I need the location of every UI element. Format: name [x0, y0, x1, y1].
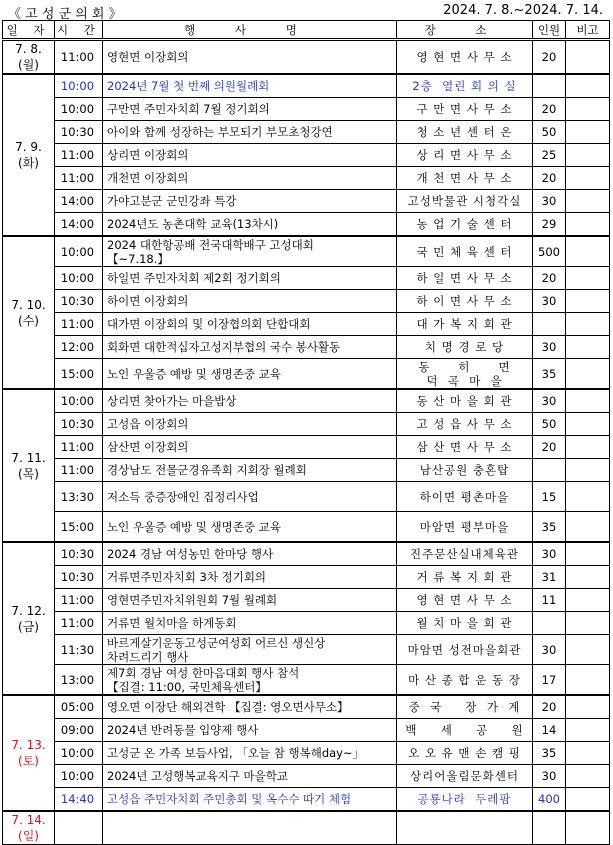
- place-cell: [397, 40, 533, 75]
- time-cell: 09:00: [55, 719, 103, 742]
- time-cell: 10:30: [55, 566, 103, 589]
- count-cell: 30: [533, 190, 566, 213]
- count-cell: 20: [533, 695, 566, 719]
- event-name: 고성읍 이장회의: [107, 417, 189, 431]
- page-title: 《 고 성 군 의 회 》: [8, 7, 122, 22]
- event-name-cell: [103, 742, 397, 765]
- time-cell: 11:00: [55, 589, 103, 612]
- time-cell: 13:00: [55, 665, 103, 696]
- table-row: [3, 167, 610, 190]
- place-cell: [397, 389, 533, 413]
- event-name-cell: [103, 167, 397, 190]
- count-cell: 50: [533, 413, 566, 436]
- table-row: [3, 336, 610, 359]
- weekday-label: (수): [18, 313, 39, 328]
- event-name-cell: [103, 566, 397, 589]
- table-row: [3, 695, 610, 719]
- event-name: 2024 대한항공배 전국대학배구 고성대회: [107, 237, 314, 252]
- place-name: 하 이 면 사 무 소: [416, 294, 513, 308]
- place-name: 구 만 면 사 무 소: [416, 102, 513, 116]
- count-cell: 20: [533, 167, 566, 190]
- place-name: 공룡나라 두레팜: [417, 792, 512, 806]
- place-name: 오 오 유 맨 손 캠 핑: [408, 746, 521, 760]
- date-cell: [3, 236, 55, 389]
- note-cell: [566, 719, 610, 742]
- place-name: 진주문산실내체육관: [410, 547, 519, 561]
- event-name: 상리면 찾아가는 마을밥상: [107, 394, 237, 408]
- event-name: 바르게살기운동고성군여성회 어르신 생신상: [107, 635, 326, 650]
- event-name-line2: 【집결: 11:00, 국민체육센터】: [107, 679, 267, 694]
- place-name: 고 성 읍 사 무 소: [416, 417, 513, 431]
- count-cell: [533, 74, 566, 98]
- time-cell: 10:00: [55, 236, 103, 267]
- place-cell: [397, 313, 533, 336]
- table-row: [3, 512, 610, 543]
- time-cell: 10:30: [55, 290, 103, 313]
- table-row: [3, 589, 610, 612]
- place-name: 국 민 체 육 센 터: [416, 244, 513, 259]
- col-time: 시 간: [55, 21, 103, 40]
- event-name-cell: [103, 459, 397, 482]
- count-cell: 11: [533, 589, 566, 612]
- table-row: [3, 40, 610, 75]
- count-cell: 35: [533, 742, 566, 765]
- table-row: [3, 213, 610, 237]
- event-name: 삼산면 이장회의: [107, 440, 189, 454]
- count-cell: [533, 811, 566, 845]
- note-cell: [566, 389, 610, 413]
- count-cell: 20: [533, 436, 566, 459]
- time-cell: 11:00: [55, 40, 103, 75]
- page-header: [0, 0, 613, 20]
- place-name: 영 현 면 사 무 소: [416, 593, 513, 607]
- table-row: [3, 313, 610, 336]
- place-cell: [397, 512, 533, 543]
- table-row: [3, 635, 610, 665]
- event-name: 대가면 이장회의 및 이장협의회 단합대회: [107, 317, 311, 331]
- note-cell: [566, 459, 610, 482]
- time-cell: 11:30: [55, 635, 103, 665]
- place-cell: [397, 788, 533, 812]
- event-name-cell: [103, 267, 397, 290]
- col-date: 일 자: [3, 21, 55, 40]
- event-name-cell: [103, 213, 397, 237]
- count-cell: 30: [533, 765, 566, 788]
- event-name-cell: [103, 542, 397, 566]
- note-cell: [566, 665, 610, 696]
- place-name: 하이면 평촌마을: [419, 489, 510, 504]
- note-cell: [566, 121, 610, 144]
- note-cell: [566, 98, 610, 121]
- note-cell: [566, 589, 610, 612]
- event-name: 영오면 이장단 해외견학 【집결: 영오면사무소】: [107, 700, 349, 714]
- time-cell: 11:00: [55, 144, 103, 167]
- place-cell: [397, 665, 533, 696]
- place-name: 상리어울림문화센터: [410, 769, 519, 783]
- time-cell: 10:00: [55, 765, 103, 788]
- date-label: 7. 14.: [11, 813, 46, 827]
- time-cell: 10:00: [55, 742, 103, 765]
- date-label: 7. 10.: [11, 297, 46, 312]
- event-name: 상리면 이장회의: [107, 148, 189, 162]
- note-cell: [566, 359, 610, 390]
- note-cell: [566, 190, 610, 213]
- note-cell: [566, 811, 610, 845]
- event-name: 2024 경남 여성농민 한마당 행사: [107, 547, 274, 561]
- place-cell: [397, 765, 533, 788]
- note-cell: [566, 765, 610, 788]
- date-cell: [3, 811, 55, 845]
- event-name-cell: [103, 765, 397, 788]
- time-cell: 14:40: [55, 788, 103, 812]
- count-cell: 25: [533, 144, 566, 167]
- event-name-cell: [103, 612, 397, 635]
- time-cell: 10:00: [55, 74, 103, 98]
- time-cell: [55, 811, 103, 845]
- count-cell: 50: [533, 121, 566, 144]
- event-name: 2024년 반려동물 입양제 행사: [107, 723, 259, 737]
- time-cell: 10:30: [55, 121, 103, 144]
- place-cell: [397, 213, 533, 237]
- date-label: 7. 9.: [15, 140, 42, 154]
- place-cell: [397, 635, 533, 665]
- table-row: [3, 389, 610, 413]
- event-name-cell: [103, 589, 397, 612]
- time-cell: 10:30: [55, 542, 103, 566]
- place-name: 마암면 평부마을: [419, 519, 510, 534]
- event-name-cell: [103, 121, 397, 144]
- count-cell: 30: [533, 290, 566, 313]
- note-cell: [566, 167, 610, 190]
- place-name: 동 히 면: [418, 359, 511, 374]
- place-name: 삼 산 면 사 무 소: [416, 440, 513, 454]
- place-cell: [397, 236, 533, 267]
- table-row: [3, 742, 610, 765]
- place-name: 남산공원 충혼탑: [419, 463, 510, 477]
- note-cell: [566, 695, 610, 719]
- note-cell: [566, 436, 610, 459]
- note-cell: [566, 40, 610, 75]
- place-name: 백 세 공 원: [405, 723, 524, 737]
- place-name: 농 업 기 술 센 터: [416, 217, 513, 231]
- table-row: [3, 811, 610, 845]
- place-name: 2층 열린 회 의 실: [412, 79, 517, 93]
- date-cell: [3, 40, 55, 75]
- table-row: [3, 566, 610, 589]
- count-cell: 30: [533, 336, 566, 359]
- table-row: [3, 765, 610, 788]
- col-count: 인원: [533, 21, 566, 40]
- note-cell: [566, 512, 610, 543]
- table-row: [3, 190, 610, 213]
- time-cell: 10:00: [55, 389, 103, 413]
- place-cell: [397, 695, 533, 719]
- note-cell: [566, 788, 610, 812]
- time-cell: 11:00: [55, 167, 103, 190]
- event-name: 거류면주민자치회 3차 정기회의: [107, 570, 267, 584]
- table-row: [3, 612, 610, 635]
- time-cell: 05:00: [55, 695, 103, 719]
- count-cell: 35: [533, 512, 566, 543]
- weekday-label: (일): [18, 829, 39, 843]
- event-name: 경상남도 전몰군경유족회 지회장 월례회: [107, 463, 307, 477]
- event-name: 하이면 이장회의: [107, 294, 189, 308]
- place-cell: [397, 542, 533, 566]
- date-cell: [3, 542, 55, 695]
- note-cell: [566, 236, 610, 267]
- weekday-label: (목): [18, 466, 39, 481]
- time-cell: 10:00: [55, 98, 103, 121]
- event-name-cell: [103, 40, 397, 75]
- count-cell: 400: [533, 788, 566, 812]
- table-row: [3, 665, 610, 696]
- schedule-table: [2, 20, 610, 845]
- date-label: 7. 13.: [11, 738, 46, 752]
- event-name-cell: [103, 236, 397, 267]
- event-name-cell: [103, 74, 397, 98]
- table-row: [3, 719, 610, 742]
- event-name: 고성군 온 가족 보듬사업, 「오늘 참 행복해day~」: [107, 746, 365, 760]
- place-cell: [397, 413, 533, 436]
- event-name: 영현면 이장회의: [107, 50, 189, 64]
- event-name-cell: [103, 389, 397, 413]
- table-row: [3, 413, 610, 436]
- date-label: 7. 12.: [11, 603, 46, 618]
- weekday-label: (금): [18, 619, 39, 634]
- event-name: 영현면주민자치위원회 7월 월례회: [107, 593, 278, 607]
- place-name: 중 국 장 가 계: [408, 700, 521, 714]
- event-name-cell: [103, 811, 397, 845]
- table-row: [3, 436, 610, 459]
- table-row: [3, 542, 610, 566]
- place-cell: [397, 566, 533, 589]
- count-cell: [533, 313, 566, 336]
- count-cell: 31: [533, 566, 566, 589]
- date-range: 2024. 7. 8.~2024. 7. 14.: [443, 3, 603, 18]
- event-name-cell: [103, 144, 397, 167]
- place-cell: [397, 612, 533, 635]
- count-cell: 20: [533, 40, 566, 75]
- event-name: 2024년도 농촌대학 교육(13차시): [107, 217, 279, 231]
- note-cell: [566, 566, 610, 589]
- event-name: 노인 우울증 예방 및 생명존중 교육: [107, 366, 281, 381]
- place-cell: [397, 459, 533, 482]
- event-name-cell: [103, 482, 397, 512]
- place-cell: [397, 436, 533, 459]
- place-cell: [397, 589, 533, 612]
- place-name: 고성박물관 시청각실: [407, 194, 522, 208]
- event-name-cell: [103, 313, 397, 336]
- place-cell: [397, 811, 533, 845]
- time-cell: 11:00: [55, 612, 103, 635]
- note-cell: [566, 612, 610, 635]
- weekday-label: (월): [18, 58, 39, 72]
- count-cell: 30: [533, 635, 566, 665]
- event-name: 아이와 함께 성장하는 부모되기 부모초청강연: [107, 125, 333, 139]
- count-cell: 29: [533, 213, 566, 237]
- event-name: 고성읍 주민자치회 주민총회 및 옥수수 따기 체험: [107, 792, 352, 806]
- place-name: 청 소 년 센 터 온: [416, 125, 513, 139]
- event-name-cell: [103, 635, 397, 665]
- date-cell: [3, 695, 55, 811]
- event-name-cell: [103, 695, 397, 719]
- col-event: 행 사 명: [103, 21, 397, 40]
- place-name: 월 치 마 을 회 관: [416, 616, 513, 630]
- time-cell: 14:00: [55, 213, 103, 237]
- note-cell: [566, 413, 610, 436]
- event-name: 회화면 대한적십자고성지부협의 국수 봉사활동: [107, 340, 341, 354]
- note-cell: [566, 336, 610, 359]
- note-cell: [566, 213, 610, 237]
- table-header-row: [3, 21, 610, 40]
- time-cell: 15:00: [55, 512, 103, 543]
- table-row: [3, 98, 610, 121]
- event-name-cell: [103, 413, 397, 436]
- table-row: [3, 459, 610, 482]
- event-name: 제7회 경남 여성 한마음대회 행사 참석: [107, 665, 300, 680]
- event-name: 하일면 주민자치회 제2회 정기회의: [107, 271, 281, 285]
- place-name: 영 현 면 사 무 소: [416, 50, 513, 64]
- place-cell: [397, 144, 533, 167]
- event-name-cell: [103, 512, 397, 543]
- table-row: [3, 74, 610, 98]
- place-cell: [397, 482, 533, 512]
- count-cell: 20: [533, 98, 566, 121]
- time-cell: 10:00: [55, 267, 103, 290]
- place-cell: [397, 74, 533, 98]
- note-cell: [566, 635, 610, 665]
- table-row: [3, 359, 610, 390]
- note-cell: [566, 482, 610, 512]
- count-cell: 500: [533, 236, 566, 267]
- event-name-line2: 차려드리기 행사: [107, 649, 189, 664]
- place-name: 동 산 마 을 회 관: [416, 394, 513, 408]
- event-name-cell: [103, 98, 397, 121]
- weekday-label: (화): [18, 156, 39, 170]
- date-label: 7. 8.: [15, 42, 42, 56]
- event-name: 2024년 7월 첫 번째 의원월례회: [107, 79, 270, 93]
- time-cell: 10:30: [55, 413, 103, 436]
- count-cell: 35: [533, 359, 566, 390]
- event-name: 2024년 고성행복교육지구 마을학교: [107, 769, 288, 783]
- event-name-cell: [103, 359, 397, 390]
- note-cell: [566, 290, 610, 313]
- place-name: 거 류 복 지 회 관: [416, 570, 513, 584]
- date-label: 7. 11.: [11, 450, 46, 465]
- place-name: 개 천 면 사 무 소: [416, 171, 513, 185]
- place-cell: [397, 167, 533, 190]
- note-cell: [566, 542, 610, 566]
- place-name: 상 리 면 사 무 소: [416, 148, 513, 162]
- count-cell: 30: [533, 542, 566, 566]
- time-cell: 15:00: [55, 359, 103, 390]
- note-cell: [566, 144, 610, 167]
- event-name: 거류면 월치마을 하계동회: [107, 616, 237, 630]
- date-cell: [3, 74, 55, 236]
- place-cell: [397, 336, 533, 359]
- event-name-cell: [103, 336, 397, 359]
- place-name: 마암면 성전마을회관: [407, 642, 522, 657]
- place-name-line2: 덕 곡 마 을: [426, 373, 503, 388]
- time-cell: 14:00: [55, 190, 103, 213]
- event-name: 가야고분군 군민강좌 특강: [107, 194, 237, 208]
- place-cell: [397, 719, 533, 742]
- place-cell: [397, 267, 533, 290]
- place-name: 하 일 면 사 무 소: [416, 271, 513, 285]
- place-cell: [397, 359, 533, 390]
- count-cell: 30: [533, 389, 566, 413]
- event-name-cell: [103, 190, 397, 213]
- schedule-body: [3, 40, 610, 845]
- place-cell: [397, 742, 533, 765]
- place-cell: [397, 121, 533, 144]
- time-cell: 12:00: [55, 336, 103, 359]
- event-name-cell: [103, 665, 397, 696]
- place-cell: [397, 190, 533, 213]
- weekday-label: (토): [18, 754, 39, 768]
- table-row: [3, 144, 610, 167]
- count-cell: 20: [533, 267, 566, 290]
- table-row: [3, 788, 610, 812]
- time-cell: 13:30: [55, 482, 103, 512]
- table-row: [3, 236, 610, 267]
- count-cell: [533, 459, 566, 482]
- table-row: [3, 267, 610, 290]
- count-cell: 15: [533, 482, 566, 512]
- table-row: [3, 290, 610, 313]
- time-cell: 11:00: [55, 459, 103, 482]
- event-name: 노인 우울증 예방 및 생명존중 교육: [107, 519, 281, 534]
- table-row: [3, 482, 610, 512]
- time-cell: 11:00: [55, 313, 103, 336]
- event-name-cell: [103, 436, 397, 459]
- event-name: 저소득 중증장애인 집정리사업: [107, 489, 259, 504]
- count-cell: 14: [533, 719, 566, 742]
- col-note: 비고: [566, 21, 610, 40]
- place-name: 치 명 경 로 당: [424, 340, 505, 354]
- place-cell: [397, 290, 533, 313]
- table-row: [3, 121, 610, 144]
- place-cell: [397, 98, 533, 121]
- event-name-line2: 【~7.18.】: [107, 251, 169, 266]
- time-cell: 11:00: [55, 436, 103, 459]
- note-cell: [566, 313, 610, 336]
- event-name: 개천면 이장회의: [107, 171, 189, 185]
- note-cell: [566, 267, 610, 290]
- date-cell: [3, 389, 55, 542]
- place-name: 마 산 종 합 운 동 장: [408, 672, 521, 687]
- count-cell: 17: [533, 665, 566, 696]
- place-name: 대 가 복 지 회 관: [416, 317, 513, 331]
- count-cell: [533, 612, 566, 635]
- col-place: 장 소: [397, 21, 533, 40]
- event-name: 구만면 주민자치회 7월 정기회의: [107, 102, 270, 116]
- note-cell: [566, 74, 610, 98]
- event-name-cell: [103, 290, 397, 313]
- event-name-cell: [103, 719, 397, 742]
- note-cell: [566, 742, 610, 765]
- event-name-cell: [103, 788, 397, 812]
